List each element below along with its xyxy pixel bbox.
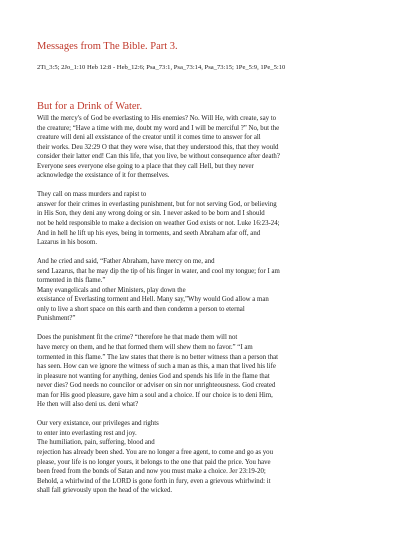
text-line: Our very existance, our privileges and rights: [37, 420, 159, 428]
scripture-references: 2Ti_3:5; 2Jo_1:10 Heb 12:8 - Heb_12:6; Psa_73:1, Psa_73:14, Psa_73:15; 1Pe_5:9, 1Pe_5:10: [37, 64, 286, 71]
text-line: acknowledge the exsistance of it for themselves.: [37, 172, 170, 180]
text-line: tormented in this flame.” The law states that there is no better witness than a person that: [37, 353, 279, 361]
text-line: please, your life is no longer yours, it belongs to the one that paid the price. You have: [37, 458, 271, 466]
paragraph: [37, 114, 387, 181]
text-line: Will the mercy's of God be everlasting to His enemies? No. Will He, with create, say to: [37, 115, 277, 122]
text-line: Lazarus in his bosom.: [37, 239, 98, 247]
paragraph: [37, 190, 387, 247]
paragraph: [37, 419, 387, 495]
document-page: [37, 40, 387, 505]
text-line: never dies? God needs no councilor or adviser on sin nor unrighteousness. God created: [37, 382, 276, 390]
text-line: send Lazarus, that he may dip the tip of his finger in water, and cool my tongue; for I am: [37, 267, 280, 275]
text-line: not be held responsible to make a decision on weather God exists or not. Luke 16:23-24;: [37, 219, 280, 227]
page-title: Messages from The Bible. Part 3.: [37, 41, 178, 52]
body-text: [37, 114, 387, 496]
text-line: And he cried and said, “Father Abraham, have mercy on me, and: [37, 258, 215, 266]
text-line: only to live a short space on this earth and then condemn a person to eternal: [37, 305, 245, 313]
text-line: been freed from the bonds of Satan and now you must make a choice. Jer 23:19-20;: [37, 468, 266, 476]
text-line: in pleasure not wanting for anything, denies God and spends his life in the flame that: [37, 372, 270, 380]
paragraph: [37, 333, 387, 409]
text-line: the creature; “Have a time with me, doubt my word and I will be merciful ?” No, but the: [37, 124, 280, 132]
text-line: The humiliation, pain, suffering, blood and: [37, 439, 155, 447]
text-line: rejection has already been shed. You are no longer a free agent, to come and go as you: [37, 448, 274, 456]
text-line: to enter into everlasting rest and joy.: [37, 429, 137, 437]
text-line: has seen. How can we ignore the witness of such a man as this, a man that lived his life: [37, 363, 276, 371]
text-line: their works. Deu 32:29 O that they were wise, that they understood this, that they would: [37, 143, 279, 151]
text-line: Behold, a whirlwind of the LORD is gone forth in fury, even a grievous whirlwind: it: [37, 477, 271, 485]
text-line: And in hell he lift up his eyes, being in torments, and seeth Abraham afar off, and: [37, 229, 261, 237]
text-line: He then will also deni us. deni what?: [37, 401, 139, 409]
text-line: Everyone sees everyone else going to a place that they call Hell, but they never: [37, 162, 254, 170]
text-line: man for His good pleasure, gave him a soul and a choice. If our choice is to deni Him,: [37, 391, 273, 399]
text-line: have mercy on them, and he that formed them will shew them no favor.” “I am: [37, 343, 253, 351]
text-line: Does the punishment fit the crime? “therefore he that made them will not: [37, 334, 238, 342]
text-line: answer for their crimes in everlasting punishment, but for not serving God, or believing: [37, 200, 277, 208]
text-line: creature will deni all exsistance of the creator until it comes time to answer for all: [37, 134, 261, 142]
text-line: tormented in this flame.”: [37, 277, 106, 285]
text-line: consider their latter end! Can this life, that you live, be without consequence after death?: [37, 153, 280, 161]
text-line: exsistance of Everlasting torment and Hell. Many say,”Why would God allow a man: [37, 296, 269, 304]
paragraph: [37, 257, 387, 324]
section-title: But for a Drink of Water.: [37, 101, 143, 112]
text-line: Punishment?”: [37, 315, 76, 323]
text-line: in His Son, they deni any wrong doing or sin. I never asked to be born and I should: [37, 210, 265, 218]
text-line: They call on mass murders and rapist to: [37, 191, 147, 199]
text-line: Many evangelicals and other Ministers, play down the: [37, 286, 186, 294]
text-line: shall fall grievously upon the head of the wicked.: [37, 487, 173, 495]
